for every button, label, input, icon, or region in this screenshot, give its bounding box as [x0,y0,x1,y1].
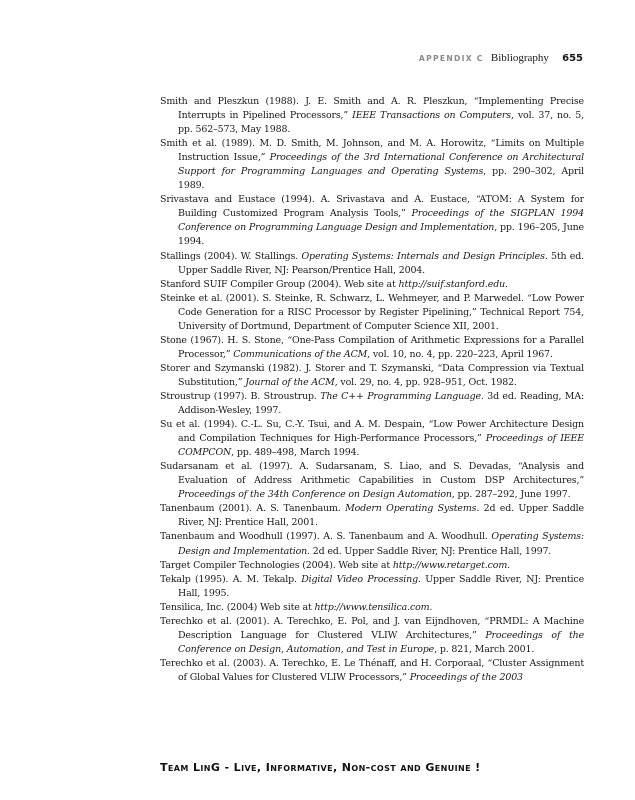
reference-italic-text: Proceedings of the 34th Conference on Design Automation [178,489,452,501]
reference-entry [160,601,584,615]
reference-entry [160,95,584,137]
reference-entry [160,137,584,193]
reference-italic-text: Proceedings of the SIGPLAN 1994 Conference on Programming Language Design and Implementation [178,208,584,234]
reference-text: , vol. 37, no. 5, pp. 562–573, May 1988. [178,110,584,136]
reference-entry [160,615,584,657]
reference-text: Steinke et al. (2001). S. Steinke, R. Schwarz, L. Wehmeyer, and P. Marwedel. “Low Power Code Generation for a RISC Processor by Register Pipelining,” Technical Report 754, University of Dortmund, Department of Computer Science XII, 2001. [160,292,584,332]
reference-entry [160,657,584,685]
running-head [419,52,583,64]
reference-italic-text: IEEE Transactions on Computers [352,110,511,122]
reference-text: Stanford SUIF Compiler Group (2004). Web site at [160,278,399,290]
reference-entry [160,292,584,334]
reference-entry [160,334,584,362]
reference-text: , pp. 287–292, June 1997. [451,489,571,501]
reference-text: , vol. 10, no. 4, pp. 220–223, April 1967. [367,348,553,360]
reference-entry [160,390,584,418]
reference-text: Smith and Pleszkun (1988). J. E. Smith and A. R. Pleszkun, “Implementing Precise Interrupts in Pipelined Processors,” [160,96,584,122]
reference-italic-text: Operating Systems: Design and Implementation. [178,531,584,557]
reference-text: , pp. 290–302, April 1989. [178,166,584,192]
reference-text: Tanenbaum and Woodhull (1997). A. S. Tanenbaum and A. Woodhull. [160,531,492,543]
reference-italic-text: http://suif.stanford.edu. [398,278,508,290]
reference-text: 2d ed. Upper Saddle River, NJ: Prentice Hall, 2001. [178,503,584,529]
reference-text: 5th ed. Upper Saddle River, NJ: Pearson/Prentice Hall, 2004. [178,250,584,276]
bibliography-list [160,95,584,755]
reference-entry [160,559,584,573]
reference-italic-text: http://www.tensilica.com. [314,601,433,613]
reference-text: , p. 821, March 2001. [434,643,535,655]
section-title: Bibliography [490,52,549,64]
reference-entry [160,502,584,530]
reference-italic-text: Proceedings of the 2003 [409,671,523,683]
appendix-label: APPENDIX C [418,54,484,63]
reference-text: Stone (1967). H. S. Stone, “One-Pass Compilation of Arithmetic Expressions for a Parallel Processor,” [160,334,584,360]
reference-text: Upper Saddle River, NJ: Prentice Hall, 1995. [178,573,584,599]
reference-text: Srivastava and Eustace (1994). A. Srivastava and A. Eustace, “ATOM: A System for Building Customized Program Analysis Tools,” [160,194,584,220]
reference-entry [160,278,584,292]
reference-italic-text: Modern Operating Systems. [345,503,480,515]
reference-text: Target Compiler Technologies (2004). Web site at [160,559,393,571]
reference-text: Tekalp (1995). A. M. Tekalp. [160,573,302,585]
reference-italic-text: http://www.retarget.com. [392,559,510,571]
reference-entry [160,362,584,390]
reference-italic-text: Proceedings of IEEE COMPCON [178,433,584,459]
reference-entry [160,573,584,601]
reference-italic-text: Digital Video Processing. [301,573,421,585]
page-number: 655 [562,53,583,64]
reference-italic-text: Operating Systems: Internals and Design Principles. [301,250,548,262]
reference-text: Smith et al. (1989). M. D. Smith, M. Johnson, and M. A. Horowitz, “Limits on Multiple Instruction Issue,” [160,138,584,164]
reference-italic-text: Communications of the ACM [233,348,368,360]
reference-text: Terechko et al. (2001). A. Terechko, E. Pol, and J. van Eijndhoven, “PRMDL: A Machine Description Language for Clustered VLIW Architectures,” [160,615,584,641]
reference-text: Terechko et al. (2003). A. Terechko, E. Le Thénaff, and H. Corporaal, “Cluster Assignment of Global Values for Clustered VLIW Processors,” [160,657,584,683]
reference-italic-text: Proceedings of the 3rd International Conference on Architectural Support for Programming Languages and Operating Systems [178,152,584,178]
reference-text: Stallings (2004). W. Stallings. [160,250,302,262]
reference-text: Su et al. (1994). C.-L. Su, C.-Y. Tsui, and A. M. Despain, “Low Power Architecture Design and Compilation Techniques for High-Performance Processors,” [160,419,584,445]
reference-text: Tanenbaum (2001). A. S. Tanenbaum. [160,503,346,515]
reference-text: , vol. 29, no. 4, pp. 928–951, Oct. 1982. [334,376,517,388]
reference-italic-text: Proceedings of the Conference on Design, Automation, and Test in Europe [178,629,584,655]
reference-italic-text: Journal of the ACM [245,376,335,388]
reference-italic-text: The C++ Programming Language. [320,390,484,402]
reference-text: Sudarsanam et al. (1997). A. Sudarsanam, S. Liao, and S. Devadas, “Analysis and Evaluation of Address Arithmetic Capabilities in Custom DSP Architectures,” [160,461,584,487]
reference-entry [160,530,584,558]
reference-text: , pp. 196–205, June 1994. [178,222,584,248]
reference-text: Tensilica, Inc. (2004) Web site at [160,601,315,613]
reference-text: Stroustrup (1997). B. Stroustrup. [160,390,321,402]
reference-entry [160,460,584,502]
reference-text: , pp. 489–498, March 1994. [231,447,360,459]
footer-banner: Team LinG - Live, Informative, Non-cost and Genuine ! [160,761,481,774]
reference-text: 3d ed. Reading, MA: Addison-Wesley, 1997. [178,390,584,417]
reference-text: 2d ed. Upper Saddle River, NJ: Prentice Hall, 1997. [309,545,552,557]
reference-text: Storer and Szymanski (1982). J. Storer and T. Szymanski, “Data Compression via Textual Substitution,” [160,362,584,388]
reference-entry [160,418,584,460]
reference-entry [160,250,584,278]
reference-entry [160,193,584,249]
